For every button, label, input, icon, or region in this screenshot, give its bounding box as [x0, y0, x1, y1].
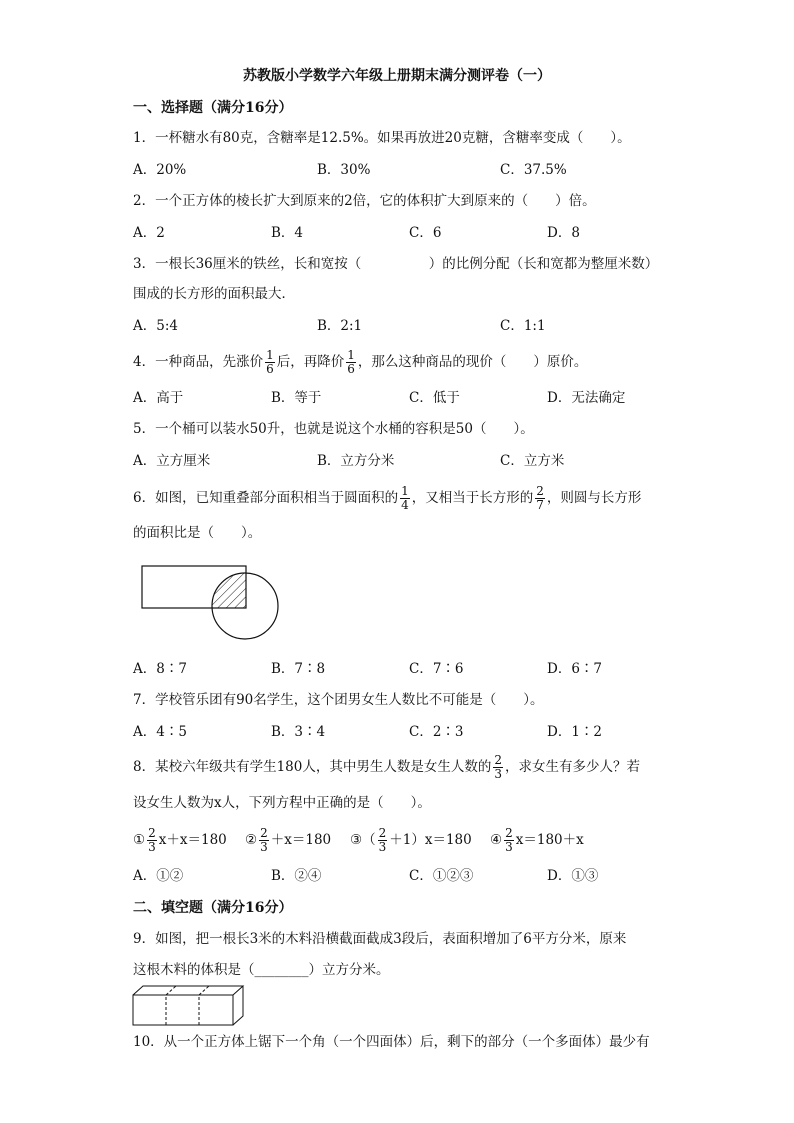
- q8-option-d[interactable]: D．①③: [547, 868, 599, 884]
- q6-option-d[interactable]: D．6∶7: [547, 661, 603, 677]
- q6-rectangle-circle-figure: [138, 560, 283, 645]
- q8-option-a[interactable]: A．①②: [133, 868, 184, 884]
- question-3-line-1: 3．一根长36厘米的铁丝，长和宽按（ ）的比例分配（长和宽都为整厘米数）: [133, 256, 659, 272]
- q4-text-1: 4．一种商品，先涨价: [133, 354, 264, 370]
- question-8-line-2: 设女生人数为x人，下列方程中正确的是（ ）。: [133, 795, 431, 811]
- section-fill-heading: 二、填空题（满分16分）: [133, 900, 293, 916]
- q5-option-b[interactable]: B．立方分米: [317, 453, 395, 469]
- q7-option-c[interactable]: C．2∶3: [409, 724, 464, 740]
- section-choice-heading: 一、选择题（满分16分）: [133, 100, 293, 116]
- question-10: 10．从一个正方体上锯下一个角（一个四面体）后，剩下的部分（一个多面体）最少有: [133, 1034, 650, 1050]
- q9-beam-top-face: [133, 986, 243, 995]
- question-1: 1．一杯糖水有80克，含糖率是12.5%。如果再放进20克糖，含糖率变成（ ）。: [133, 130, 631, 146]
- q7-option-a[interactable]: A．4∶5: [133, 724, 187, 740]
- question-3-line-2: 围成的长方形的面积最大．: [133, 286, 295, 302]
- q8-option-c[interactable]: C．①②③: [409, 868, 474, 884]
- question-4: [133, 344, 587, 380]
- question-9-line-1: 9．如图，把一根长3米的木料沿横截面截成3段后，表面积增加了6平方分米，原来: [133, 931, 627, 947]
- page-title: 苏教版小学数学六年级上册期末满分测评卷（一）: [243, 68, 551, 84]
- q9-beam-front-face: [133, 995, 233, 1025]
- q9-beam-side-face: [233, 986, 243, 1025]
- q8-text-2: ，求女生有多少人？若: [505, 759, 640, 775]
- question-8-line-1: [133, 749, 640, 785]
- q4-fraction-2: $\frac{1}{6}$: [347, 348, 355, 376]
- question-6-line-1: [133, 480, 641, 516]
- q7-option-b[interactable]: B．3∶4: [271, 724, 326, 740]
- q8-equation-1: ① $\frac{2}{3}$ x＋x＝180: [133, 826, 227, 854]
- q1-option-a[interactable]: A．20%: [133, 162, 187, 178]
- q2-option-d[interactable]: D．8: [547, 225, 580, 241]
- q6-text-3: ，则圆与长方形: [546, 490, 642, 506]
- question-6-line-2: 的面积比是（ ）。: [133, 525, 262, 541]
- q8-equation-4: ④ $\frac{2}{3}$ x＝180＋x: [490, 826, 584, 854]
- q1-option-b[interactable]: B．30%: [317, 162, 371, 178]
- q3-option-c[interactable]: C．1:1: [500, 318, 546, 334]
- question-5: 5．一个桶可以装水50升，也就是说这个水桶的容积是50（ ）。: [133, 421, 534, 437]
- q6-fraction-2: $\frac{2}{7}$: [536, 484, 544, 512]
- question-2: 2．一个正方体的棱长扩大到原来的2倍，它的体积扩大到原来的（ ）倍。: [133, 193, 596, 209]
- q2-option-c[interactable]: C．6: [409, 225, 442, 241]
- q6-overlap-hatched-region: [142, 566, 246, 608]
- q9-wooden-beam-figure: [132, 985, 244, 1027]
- q6-text-2: ，又相当于长方形的: [411, 490, 534, 506]
- q8-fraction: $\frac{2}{3}$: [494, 753, 502, 781]
- q2-option-a[interactable]: A．2: [133, 225, 165, 241]
- q3-option-a[interactable]: A．5:4: [133, 318, 178, 334]
- q6-option-a[interactable]: A．8∶7: [133, 661, 187, 677]
- q3-option-b[interactable]: B．2:1: [317, 318, 363, 334]
- q7-option-d[interactable]: D．1∶2: [547, 724, 603, 740]
- q9-cut-lines: [166, 986, 209, 1025]
- q4-option-a[interactable]: A．高于: [133, 390, 184, 406]
- question-7: 7．学校管乐团有90名学生，这个团男女生人数比不可能是（ ）。: [133, 692, 544, 708]
- q8-equation-2: ② $\frac{2}{3}$ ＋x＝180: [245, 826, 332, 854]
- q4-option-d[interactable]: D．无法确定: [547, 390, 626, 406]
- question-9-line-2: 这根木料的体积是（________）立方分米。: [133, 962, 390, 978]
- q1-option-c[interactable]: C．37.5%: [500, 162, 567, 178]
- q8-text-1: 8．某校六年级共有学生180人，其中男生人数是女生人数的: [133, 759, 492, 775]
- q5-option-c[interactable]: C．立方米: [500, 453, 565, 469]
- q4-option-c[interactable]: C．低于: [409, 390, 460, 406]
- q6-fraction-1: $\frac{1}{4}$: [401, 484, 409, 512]
- q5-option-a[interactable]: A．立方厘米: [133, 453, 211, 469]
- q4-fraction-1: $\frac{1}{6}$: [266, 348, 274, 376]
- q8-equation-3: ③（ $\frac{2}{3}$ ＋1）x＝180: [350, 826, 472, 854]
- q4-text-3: ，那么这种商品的现价（ ）原价。: [357, 354, 588, 370]
- q4-option-b[interactable]: B．等于: [271, 390, 322, 406]
- q8-option-b[interactable]: B．②④: [271, 868, 322, 884]
- q4-text-2: 后，再降价: [276, 354, 345, 370]
- q6-option-c[interactable]: C．7∶6: [409, 661, 464, 677]
- q6-text-1: 6．如图，已知重叠部分面积相当于圆面积的: [133, 490, 399, 506]
- q6-option-b[interactable]: B．7∶8: [271, 661, 326, 677]
- q2-option-b[interactable]: B．4: [271, 225, 304, 241]
